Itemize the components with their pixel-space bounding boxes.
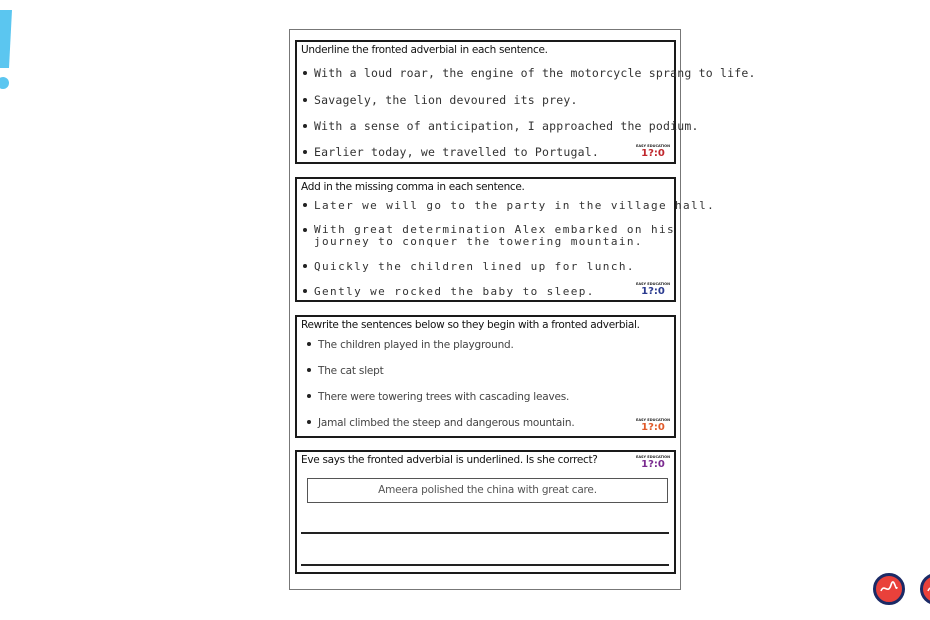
scribble-icon <box>926 579 930 599</box>
section-underline-adverbial <box>295 40 756 164</box>
easy-education-logo: EASY EDUCATION 1?:0 <box>635 418 671 433</box>
easy-education-logo: EASY EDUCATION 1?:0 <box>635 282 671 297</box>
logo-numbers: 1?:0 <box>641 422 665 433</box>
answer-line[interactable] <box>301 564 669 566</box>
logo-numbers: 1?:0 <box>641 459 665 470</box>
bullet-icon <box>303 289 307 293</box>
bullet-icon <box>307 342 311 346</box>
easy-education-logo: EASY EDUCATION 1?:0 <box>635 144 671 159</box>
list-item: Gently we rocked the baby to sleep. <box>303 285 595 298</box>
list-item: With great determination Alex embarked on his journey to conquer the towering mountain. <box>303 224 675 248</box>
bullet-icon <box>303 264 307 268</box>
list-item: The cat slept <box>307 365 384 377</box>
section-missing-comma <box>295 177 716 302</box>
list-item: There were towering trees with cascading leaves. <box>307 391 569 403</box>
list-item: Quickly the children lined up for lunch. <box>303 260 635 273</box>
list-item: Earlier today, we travelled to Portugal. <box>303 145 599 159</box>
list-item: The children played in the playground. <box>307 339 514 351</box>
worksheet-page <box>289 29 756 590</box>
logo-numbers: 1?:0 <box>641 286 665 297</box>
list-item: With a sense of anticipation, I approached the podium. <box>303 119 699 133</box>
logo-numbers: 1?:0 <box>641 148 665 159</box>
list-item: Later we will go to the party in the village hall. <box>303 199 715 212</box>
section-eve-question <box>295 450 676 574</box>
section-title: Add in the missing comma in each sentence. <box>301 181 525 193</box>
list-item: Jamal climbed the steep and dangerous mountain. <box>307 417 574 429</box>
list-item: Savagely, the lion devoured its prey. <box>303 93 578 107</box>
section-rewrite-sentences <box>295 315 676 438</box>
scribble-icon <box>879 579 899 599</box>
bullet-icon <box>307 368 311 372</box>
bullet-icon <box>303 150 307 154</box>
bullet-icon <box>303 203 307 207</box>
easy-education-logo: EASY EDUCATION 1?:0 <box>635 455 671 470</box>
section-title: Rewrite the sentences below so they begin with a fronted adverbial. <box>301 319 640 331</box>
exclamation-mark-icon <box>0 10 14 90</box>
example-sentence-box: Ameera polished the china with great care. <box>307 478 668 503</box>
bullet-icon <box>307 420 311 424</box>
section-title: Eve says the fronted adverbial is underlined. Is she correct? <box>301 454 598 466</box>
scribble-button[interactable] <box>873 573 905 605</box>
answer-line[interactable] <box>301 532 669 534</box>
bullet-icon <box>303 124 307 128</box>
section-title: Underline the fronted adverbial in each sentence. <box>301 44 548 56</box>
bullet-icon <box>303 98 307 102</box>
list-item: With a loud roar, the engine of the motorcycle sprang to life. <box>303 66 756 80</box>
bullet-icon <box>303 71 307 75</box>
scribble-button-secondary[interactable] <box>920 573 930 605</box>
bullet-icon <box>307 394 311 398</box>
bullet-icon <box>303 228 307 232</box>
